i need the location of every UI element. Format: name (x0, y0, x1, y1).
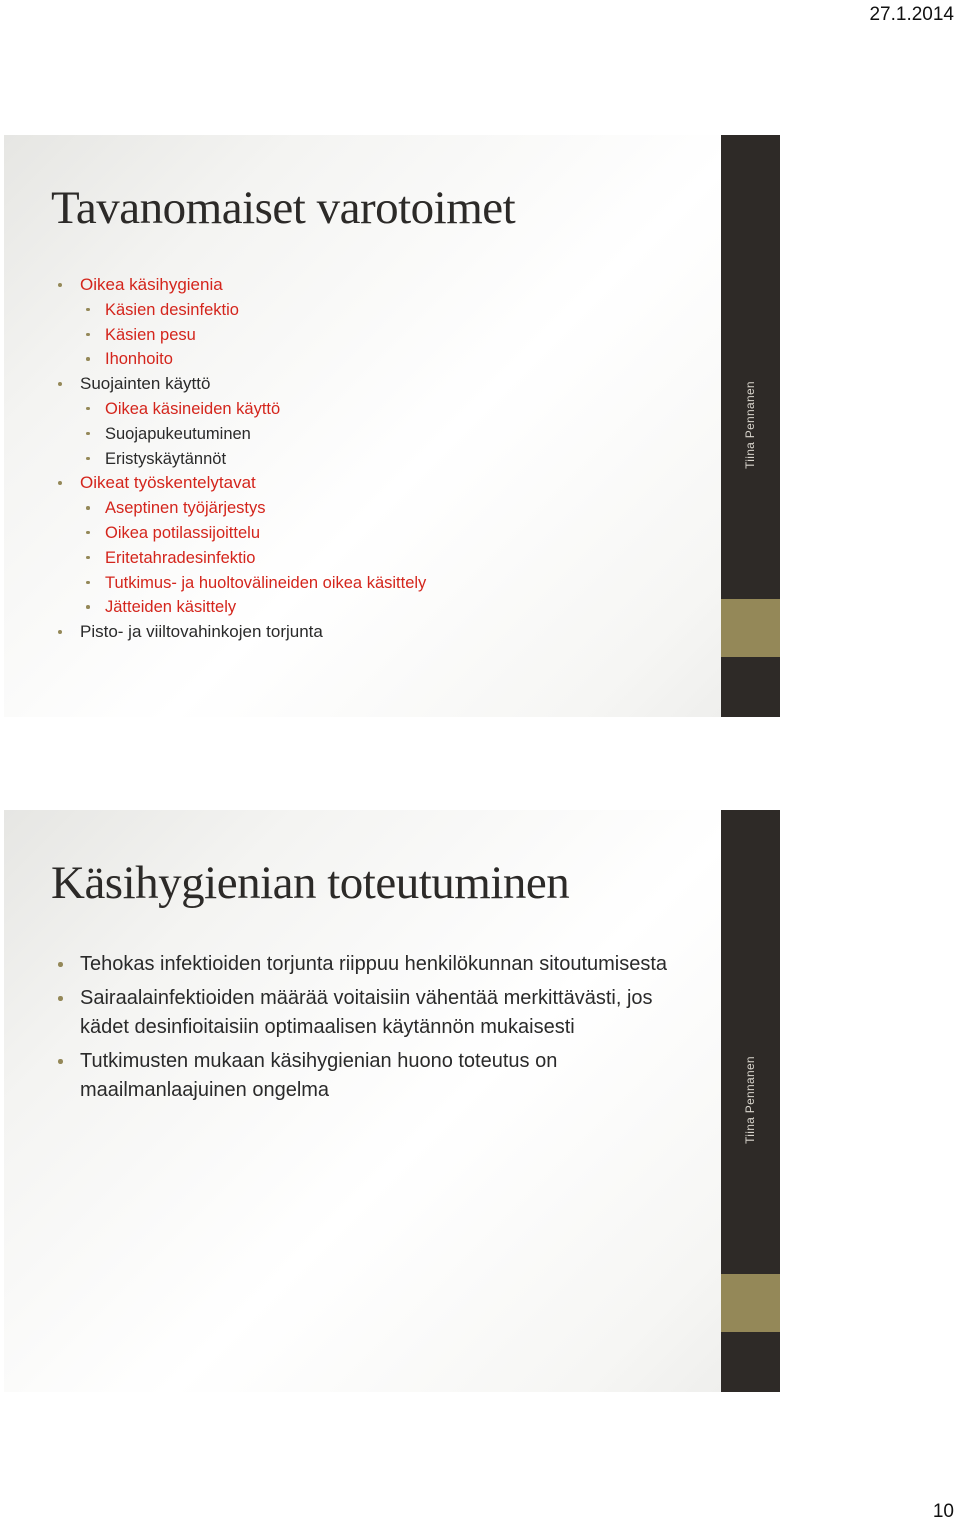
author-text: Tiina Pennanen (743, 381, 758, 469)
bullet-dot-icon (86, 432, 90, 436)
author-label (725, 335, 775, 515)
bullet-text: Ihonhoito (105, 350, 173, 369)
bullet-text: Eristyskäytännöt (105, 449, 227, 468)
bullet-list (56, 273, 426, 645)
sub-bullet-item (56, 571, 426, 596)
side-panel (721, 135, 780, 717)
bullet-text: Suojainten käyttö (80, 374, 211, 394)
bullet-item (56, 273, 426, 298)
bullet-item (56, 950, 696, 979)
side-accent-block (721, 1274, 780, 1332)
bullet-dot-icon (58, 283, 62, 287)
sub-bullet-item (56, 447, 426, 472)
bullet-text: Oikea käsineiden käyttö (105, 399, 281, 418)
side-accent-block (721, 599, 780, 657)
slide-title: Käsihygienian toteutuminen (51, 857, 570, 909)
bullet-text: Käsien desinfektio (105, 300, 239, 319)
bullet-text: Käsien pesu (105, 325, 196, 344)
bullet-dot-icon (86, 457, 90, 461)
author-label (725, 1010, 775, 1190)
author-text: Tiina Pennanen (743, 1056, 758, 1144)
side-panel (721, 810, 780, 1392)
bullet-text: Oikeat työskentelytavat (80, 473, 256, 493)
bullet-text: Eritetahradesinfektio (105, 548, 256, 567)
sub-bullet-item (56, 546, 426, 571)
bullet-text: Sairaalainfektioiden määrää voitaisiin vähentää merkittävästi, jos kädet desinfioitaisiin optimaalisen käytännön mukaisesti (80, 987, 653, 1038)
bullet-dot-icon (58, 630, 62, 634)
bullet-text: Tehokas infektioiden torjunta riippuu henkilökunnan sitoutumisesta (80, 953, 668, 975)
bullet-text: Oikea käsihygienia (80, 275, 223, 294)
bullet-dot-icon (86, 407, 90, 411)
bullet-text: Oikea potilassijoittelu (105, 523, 260, 542)
bullet-dot-icon (58, 481, 62, 485)
sub-bullet-item (56, 347, 426, 372)
bullet-item (56, 372, 426, 397)
bullet-dot-icon (86, 506, 90, 510)
bullet-dot-icon (86, 308, 90, 312)
page-date: 27.1.2014 (869, 4, 954, 25)
bullet-dot-icon (86, 531, 90, 535)
slide-title: Tavanomaiset varotoimet (51, 182, 516, 234)
sub-bullet-item (56, 323, 426, 348)
sub-bullet-item (56, 298, 426, 323)
sub-bullet-item (56, 521, 426, 546)
bullet-dot-icon (58, 1059, 63, 1064)
bullet-dot-icon (86, 333, 90, 337)
bullet-dot-icon (58, 996, 63, 1001)
bullet-text: Tutkimusten mukaan käsihygienian huono toteutus on maailmanlaajuinen ongelma (80, 1050, 558, 1101)
bullet-text: Suojapukeutuminen (105, 424, 251, 443)
bullet-item (56, 984, 696, 1042)
sub-bullet-item (56, 496, 426, 521)
sub-bullet-item (56, 397, 426, 422)
bullet-item (56, 1047, 696, 1105)
bullet-dot-icon (86, 581, 90, 585)
page-number: 10 (932, 1501, 954, 1522)
bullet-dot-icon (86, 357, 90, 361)
bullet-dot-icon (86, 556, 90, 560)
bullet-list (56, 950, 696, 1110)
bullet-item (56, 620, 426, 645)
bullet-item (56, 471, 426, 496)
slide-kasihygienian-toteutuminen (4, 810, 780, 1392)
bullet-dot-icon (58, 962, 63, 967)
bullet-dot-icon (58, 382, 62, 386)
bullet-text: Jätteiden käsittely (105, 598, 237, 617)
bullet-text: Tutkimus- ja huoltovälineiden oikea käsittely (105, 573, 427, 592)
bullet-text: Aseptinen työjärjestys (105, 499, 266, 518)
sub-bullet-item (56, 422, 426, 447)
bullet-text: Pisto- ja viiltovahinkojen torjunta (80, 622, 323, 642)
sub-bullet-item (56, 595, 426, 620)
bullet-dot-icon (86, 605, 90, 609)
slide-tavanomaiset-varotoimet (4, 135, 780, 717)
